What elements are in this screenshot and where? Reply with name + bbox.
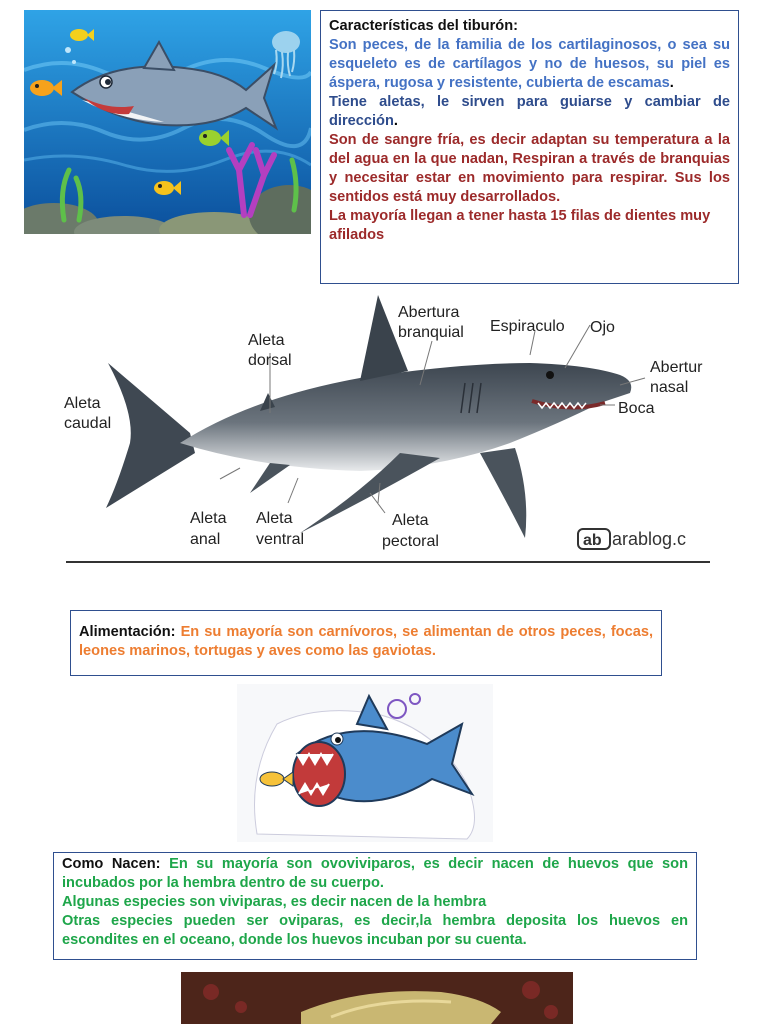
label-abertura-branquial-2: branquial [398, 324, 464, 341]
label-aleta-dorsal-1: Aleta [248, 332, 285, 349]
label-aleta-caudal-1: Aleta [64, 395, 101, 412]
label-espiraculo: Espiraculo [490, 318, 565, 335]
alimentacion-box [70, 610, 662, 676]
alimentacion-title: Alimentación: [79, 624, 176, 640]
label-abertura-nasal-2: nasal [650, 379, 689, 396]
label-aleta-anal-1: Aleta [190, 510, 227, 527]
caracteristicas-box [320, 10, 739, 284]
label-aleta-ventral-2: ventral [256, 531, 305, 548]
caracteristicas-p2-end: . [393, 113, 398, 129]
caracteristicas-p3: Son de sangre fría, es decir adaptan su temperatura a la del agua en la que nadan, Respiran a través de branquias y necesitar estar en movimiento para respirar. Sus los sentidos está muy desarrollados. [329, 132, 730, 205]
caracteristicas-p1-end: . [669, 75, 674, 91]
nacen-title: Como Nacen: [62, 856, 161, 872]
alimentacion-text: En su mayoría son carnívoros, se alimentan de otros peces, focas, leones marinos, tortugas y aves como las gaviotas. [79, 624, 653, 659]
label-abertura-nasal-1: Abertur [650, 359, 703, 376]
label-aleta-caudal-2: caudal [64, 415, 112, 432]
label-aleta-dorsal-2: dorsal [248, 352, 292, 369]
caracteristicas-p1: Son peces, de la familia de los cartilaginosos, o sea su esqueleto es de cartílagos y no de huesos, su piel es áspera, rugosa y resistente, cubierta de escamas [329, 37, 730, 91]
caracteristicas-p4: La mayoría llegan a tener hasta 15 filas de dientes muy afilados [329, 208, 711, 243]
caracteristicas-p2: Tiene aletas, le sirven para guiarse y cambiar de dirección [329, 94, 730, 129]
shark-egg-photo [181, 972, 573, 1024]
shark-anatomy-diagram [60, 293, 712, 565]
nacen-line-1: En su mayoría son ovoviviparos, es decir nacen de huevos que son incubados por la hembra dentro de su cuerpo. [62, 856, 688, 891]
watermark-logo: ab [583, 532, 602, 549]
label-boca: Boca [618, 400, 655, 417]
label-aleta-pectoral-2: pectoral [382, 533, 439, 550]
nacen-line-3: Otras especies pueden ser oviparas, es decir,la hembra deposita los huevos en escondites en el oceano, donde los huevos incuban por su cuenta. [62, 913, 688, 948]
watermark-text: arablog.c [612, 529, 687, 549]
label-aleta-pectoral-1: Aleta [392, 512, 429, 529]
label-aleta-ventral-1: Aleta [256, 510, 293, 527]
cartoon-shark-sea-image [24, 10, 311, 234]
nacen-line-2: Algunas especies son viviparas, es decir nacen de la hembra [62, 894, 487, 910]
como-nacen-box [53, 852, 697, 960]
caracteristicas-title: Características del tiburón: [329, 18, 518, 34]
angry-shark-cartoon-image [237, 684, 493, 842]
label-aleta-anal-2: anal [190, 531, 221, 548]
label-ojo: Ojo [590, 319, 615, 336]
label-abertura-branquial-1: Abertura [398, 304, 460, 321]
